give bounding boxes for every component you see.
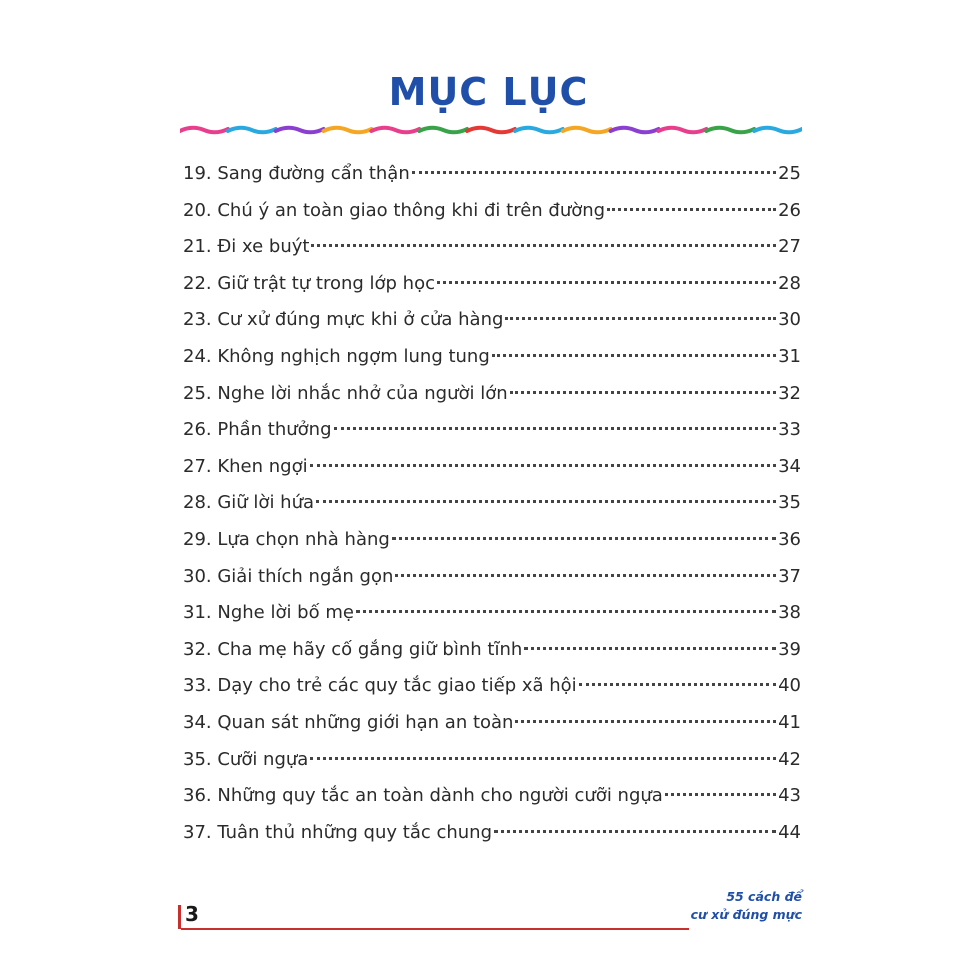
- dot-leader: [492, 354, 776, 357]
- toc-entry-page: 33: [778, 419, 801, 441]
- toc-entry-title: 30. Giải thích ngắn gọn: [183, 565, 394, 587]
- dot-leader: [412, 171, 776, 174]
- toc-entry-title: 22. Giữ trật tự trong lớp học: [183, 272, 435, 294]
- dot-leader: [316, 500, 776, 503]
- table-of-contents: [183, 156, 801, 851]
- divider-wave-segment: [419, 128, 467, 133]
- toc-entry-title: 37. Tuân thủ những quy tắc chung: [183, 821, 493, 843]
- toc-entry-page: 38: [778, 602, 801, 624]
- toc-entry-page: 35: [778, 492, 801, 514]
- divider-wave-segment: [467, 128, 515, 133]
- dot-leader: [311, 244, 776, 247]
- book-title-line1: 55 cách để: [726, 889, 802, 904]
- toc-entry-37[interactable]: [183, 815, 801, 852]
- toc-entry-title: 31. Nghe lời bố mẹ: [183, 602, 354, 624]
- toc-entry-24[interactable]: [183, 339, 801, 376]
- page-number-marker: [178, 902, 205, 929]
- toc-entry-20[interactable]: [183, 193, 801, 230]
- toc-entry-25[interactable]: [183, 376, 801, 413]
- dot-leader: [437, 281, 776, 284]
- toc-entry-title: 34. Quan sát những giới hạn an toàn: [183, 711, 514, 733]
- toc-entry-title: 27. Khen ngợi: [183, 455, 308, 477]
- divider-wave-segment: [228, 128, 276, 133]
- divider-wave-segment: [371, 128, 419, 133]
- dot-leader: [310, 757, 776, 760]
- dot-leader: [494, 830, 776, 833]
- toc-entry-page: 26: [778, 199, 801, 221]
- divider-wave-segment: [324, 128, 372, 133]
- toc-entry-page: 25: [778, 163, 801, 184]
- divider-wave-segment: [658, 128, 706, 133]
- toc-entry-30[interactable]: [183, 559, 801, 596]
- toc-entry-title: 26. Phần thưởng: [183, 419, 332, 441]
- toc-entry-page: 27: [778, 236, 801, 258]
- toc-entry-title: 36. Những quy tắc an toàn dành cho người cưỡi ngựa: [183, 785, 663, 807]
- toc-entry-26[interactable]: [183, 412, 801, 449]
- divider-wave-segment: [515, 128, 563, 133]
- toc-entry-page: 31: [778, 345, 801, 367]
- toc-entry-title: 28. Giữ lời hứa: [183, 492, 315, 514]
- toc-entry-33[interactable]: [183, 668, 801, 705]
- divider-wave-segment: [754, 128, 802, 133]
- dot-leader: [310, 464, 776, 467]
- dot-leader: [356, 610, 776, 613]
- toc-entry-page: 32: [778, 382, 801, 404]
- divider-wave-segment: [276, 128, 324, 133]
- book-title-line2: cư xử đúng mực: [690, 907, 802, 922]
- toc-entry-title: 35. Cưỡi ngựa: [183, 748, 309, 770]
- toc-entry-31[interactable]: [183, 595, 801, 632]
- dot-leader: [515, 720, 776, 723]
- toc-entry-27[interactable]: [183, 449, 801, 486]
- divider-wave-segment: [706, 128, 754, 133]
- toc-entry-page: 34: [778, 455, 801, 477]
- dot-leader: [505, 317, 776, 320]
- toc-entry-title: 23. Cư xử đúng mực khi ở cửa hàng: [183, 309, 504, 331]
- toc-entry-title: 32. Cha mẹ hãy cố gắng giữ bình tĩnh: [183, 638, 523, 660]
- toc-entry-page: 39: [778, 638, 801, 660]
- divider-wave-segment: [611, 128, 659, 133]
- toc-entry-title: 19. Sang đường cẩn thận: [183, 163, 410, 184]
- wavy-divider: [180, 120, 802, 140]
- dot-leader: [392, 537, 776, 540]
- toc-entry-21[interactable]: [183, 229, 801, 266]
- footer-rule: [181, 928, 689, 930]
- dot-leader: [334, 427, 777, 430]
- toc-entry-title: 33. Dạy cho trẻ các quy tắc giao tiếp xã hội: [183, 675, 577, 697]
- toc-entry-title: 25. Nghe lời nhắc nhở của người lớn: [183, 382, 508, 404]
- page-title: MỤC LỤC: [388, 70, 589, 114]
- toc-entry-36[interactable]: [183, 778, 801, 815]
- toc-entry-22[interactable]: [183, 266, 801, 303]
- toc-entry-34[interactable]: [183, 705, 801, 742]
- toc-entry-page: 30: [778, 309, 801, 331]
- dot-leader: [524, 647, 776, 650]
- toc-entry-page: 36: [778, 528, 801, 550]
- dot-leader: [607, 208, 776, 211]
- dot-leader: [665, 793, 776, 796]
- toc-entry-page: 44: [778, 821, 801, 843]
- toc-entry-23[interactable]: [183, 302, 801, 339]
- toc-entry-32[interactable]: [183, 632, 801, 669]
- divider-wave-segment: [563, 128, 611, 133]
- toc-entry-page: 41: [778, 711, 801, 733]
- toc-entry-title: 24. Không nghịch ngợm lung tung: [183, 345, 490, 367]
- toc-entry-page: 28: [778, 272, 801, 294]
- page-number: 3: [185, 902, 199, 926]
- dot-leader: [510, 391, 776, 394]
- toc-entry-page: 42: [778, 748, 801, 770]
- toc-entry-29[interactable]: [183, 522, 801, 559]
- toc-entry-page: 40: [778, 675, 801, 697]
- toc-entry-title: 29. Lựa chọn nhà hàng: [183, 528, 390, 550]
- toc-entry-19[interactable]: [183, 156, 801, 193]
- book-title: [690, 888, 802, 924]
- toc-entry-35[interactable]: [183, 742, 801, 779]
- toc-entry-title: 20. Chú ý an toàn giao thông khi đi trên đường: [183, 199, 606, 221]
- toc-entry-title: 21. Đi xe buýt: [183, 236, 310, 258]
- divider-wave-segment: [180, 128, 228, 133]
- dot-leader: [395, 574, 776, 577]
- toc-entry-page: 43: [778, 785, 801, 807]
- toc-entry-page: 37: [778, 565, 801, 587]
- dot-leader: [579, 683, 776, 686]
- toc-entry-28[interactable]: [183, 485, 801, 522]
